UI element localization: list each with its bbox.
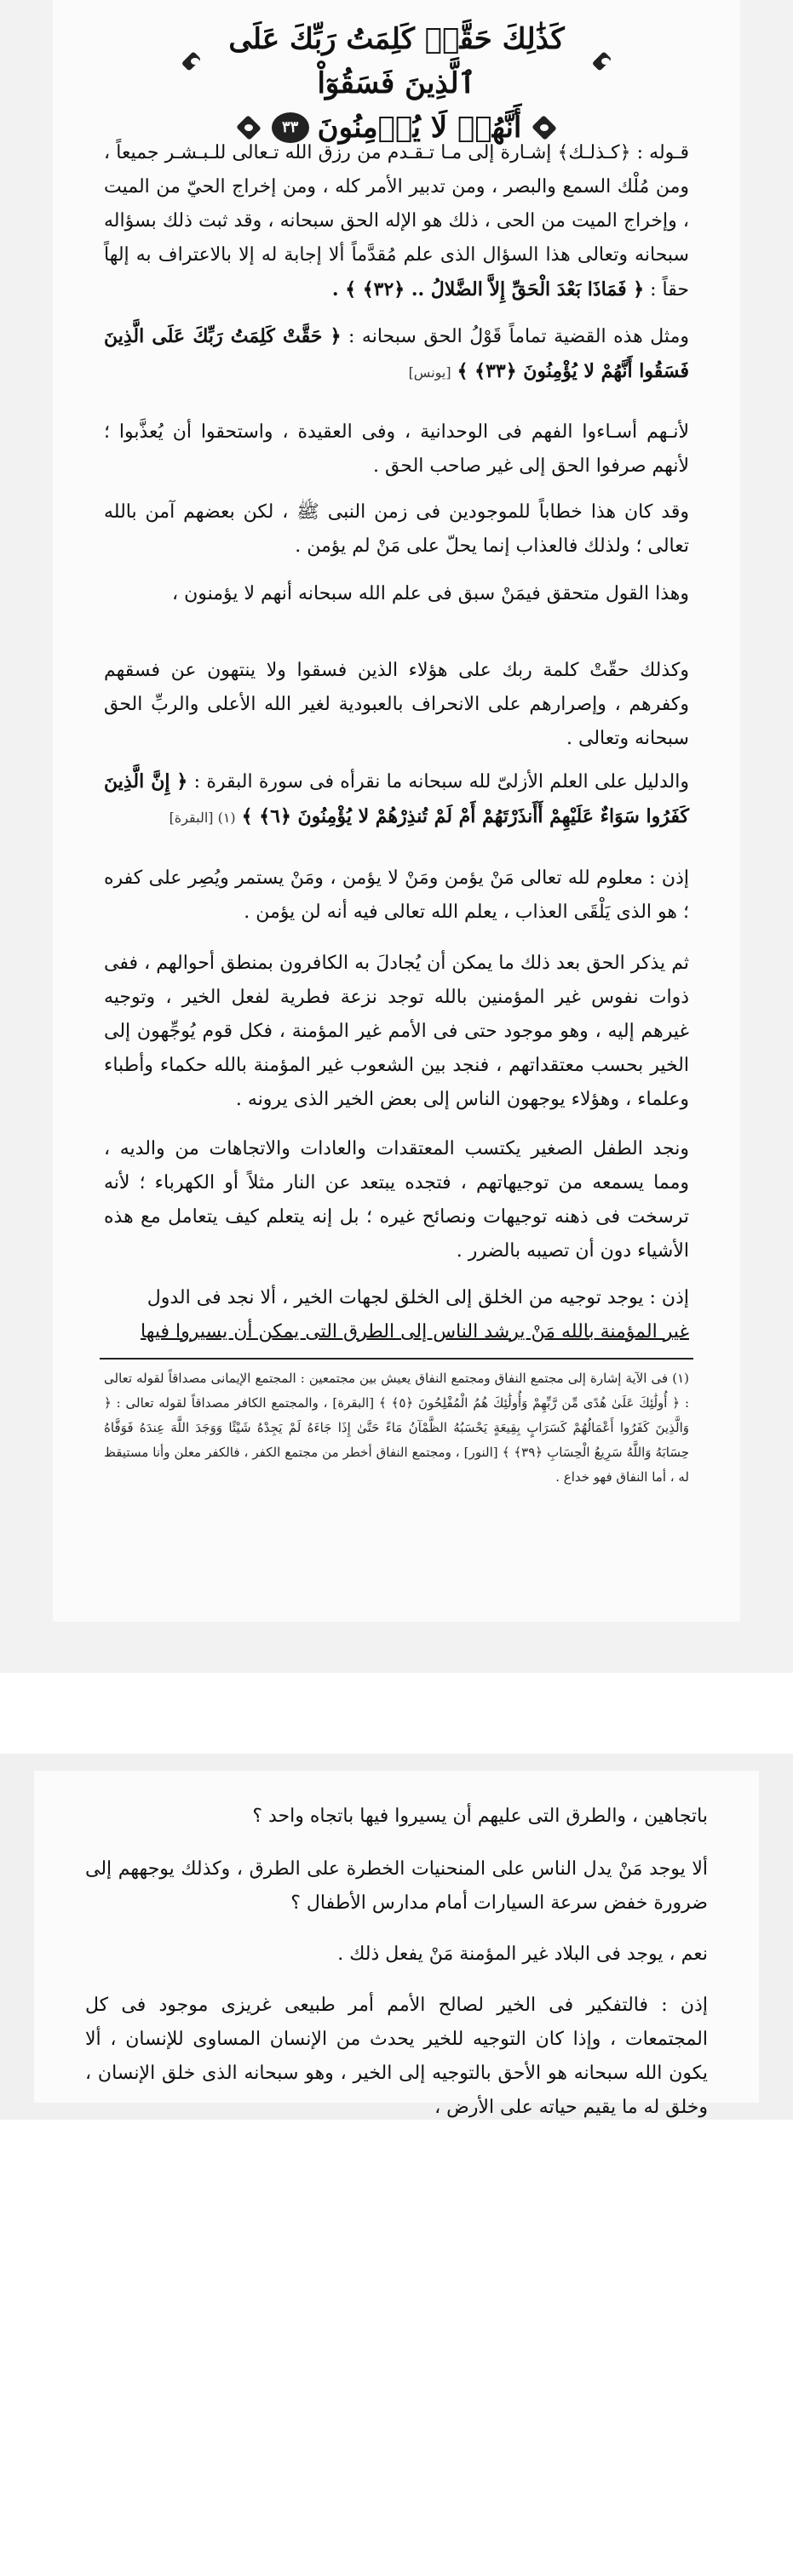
surah-tag: [يونس] [408,364,451,381]
paragraph-11-line-2: غير المؤمنة بالله مَنْ يرشد الناس إلى الطرق التى يمكن أن يسيروا فيها [141,1321,689,1342]
page-2-sheet [34,1771,759,2118]
paragraph-11-line-1: إذن : يوجد توجيه من الخلق إلى الخلق لجهات الخير ، ألا نجد فى الدول [147,1287,689,1308]
paragraph-7 [104,764,689,835]
paragraph-11 [104,1281,689,1349]
paragraph-2 [104,319,689,390]
verse-header [181,17,612,150]
paragraph-3: لأنـهم أسـاءوا الفهم فى الوحدانية ، وفى العقيدة ، واستحقوا أن يُعذَّبوا ؛ لأنهم صرفوا الحق إلى غير صاحب الحق . [104,421,689,477]
ayah-number-badge: ٣٣ [272,112,309,143]
paragraph-4: وقد كان هذا خطاباً للموجودين فى زمن النبى ﷺ ، لكن بعضهم آمن بالله تعالى ؛ ولذلك فالعذاب إنما يحلّ على مَنْ لم يؤمن . [104,501,689,557]
quran-quote: ﴿ إِنَّ الَّذِينَ كَفَرُوا سَوَاءٌ عَلَيْهِمْ أَأَنذَرْتَهُمْ أَمْ لَمْ تُنذِرْهُمْ لا يُؤْمِنُونَ ﴿٦﴾ ﴾ [104,770,689,827]
paragraph-5: وهذا القول متحقق فيمَنْ سبق فى علم الله سبحانه أنهم لا يؤمنون ، [171,583,689,604]
paragraph-p2-1: باتجاهين ، والطرق التى عليهم أن يسيروا فيها باتجاه واحد ؟ [252,1806,708,1827]
paragraph-7-text: والدليل على العلم الأزلىّ لله سبحانه ما نقرأه فى سورة البقرة : [193,771,689,793]
footnote: (١) فى الآية إشارة إلى مجتمع النفاق ومجتمع النفاق يعيش بين مجتمعين : المجتمع الإيمانى مصداقاً لقوله تعالى : ﴿ أُولَٰئِكَ عَلَىٰ هُدًى مِّن رَّبِّهِمْ وَأُولَٰئِكَ هُمُ الْمُفْلِحُونَ ﴿٥﴾ ﴾ [البقرة] ، والمجتمع الكافر مصداقاً لقوله تعالى : ﴿ وَالَّذِينَ كَفَرُوا أَعْمَالُهُمْ كَسَرَابٍ بِقِيعَةٍ يَحْسَبُهُ الظَّمْآنُ مَاءً حَتَّىٰ إِذَا جَاءَهُ لَمْ يَجِدْهُ شَيْئًا وَوَجَدَ اللَّهَ عِندَهُ فَوَفَّاهُ حِسَابَهُ وَاللَّهُ سَرِيعُ الْحِسَابِ ﴿٣٩﴾ ﴾ [النور] ، ومجتمع النفاق أخطر من مجتمع الكفر ، فالكفر معلن وأنا مستيقظ له ، أما النفاق فهو خداع . [104,1371,689,1485]
ornament-icon [181,50,202,72]
paragraph-10: ونجد الطفل الصغير يكتسب المعتقدات والعادات والاتجاهات من والديه ، ومما يسمعه من توجيهاتهم ، فتجده يبتعد عن النار مثلاً أو الكهرباء ؛ لأنه ترسخت فى ذهنه توجيهات ونصائح غيره ؛ بل إنه يتعلم كيف يتعامل مع هذه الأشياء دون أن تصيبه بالضرر . [104,1138,689,1262]
paragraph-1-text: قـوله : ﴿كـذلـك﴾ إشـارة إلى مـا تـقـدم من رزق الله تـعالى للـبـشـر جميعاً ، ومن مُلْك السمع والبصر ، ومن تدبير الأمر كله ، ومن إخراج الحيّ من الميت ، وإخراج الميت من الحى ، ذلك هو الإله الحق سبحانه ، وقد ثبت ذلك بسؤاله سبحانه وتعالى هذا السؤال الذى علم مُقدَّماً ألا إجابة له إلا بالاعتراف به إلهاً حقاً : [104,142,689,301]
paragraph-p2-3: نعم ، يوجد فى البلاد غير المؤمنة مَنْ يفعل ذلك . [337,1943,708,1965]
page-1-sheet [53,0,740,1622]
quran-quote: ﴿ فَمَاذَا بَعْدَ الْحَقِّ إِلاَّ الضَّلالُ .. ﴿٣٢﴾ ﴾ . [331,278,645,301]
paragraph-2-text: ومثل هذه القضية تماماً قَوْلُ الحق سبحانه : [348,326,689,347]
paragraph-8: إذن : معلوم لله تعالى مَنْ يؤمن ومَنْ لا يؤمن ، ومَنْ يستمر ويُصِر على كفره ؛ هو الذى يَلْقَى العذاب ، يعلم الله تعالى فيه أنه لن يؤمن . [104,867,689,923]
paragraph-p2-2: ألا يوجد مَنْ يدل الناس على المنحنيات الخطرة على الطرق ، وكذلك يوجههم إلى ضرورة خفض سرعة السيارات أمام مدارس الأطفال ؟ [85,1858,708,1914]
quran-quote: ﴿ حَقَّتْ كَلِمَتُ رَبِّكَ عَلَى الَّذِينَ فَسَقُوا أَنَّهُمْ لا يُؤْمِنُونَ ﴿٣٣﴾ ﴾ [104,325,689,382]
footnote-divider [100,1358,693,1360]
verse-text-2: أَنَّهُمۡ لَا يُؤۡمِنُونَ [317,111,522,145]
paragraph-1 [104,136,689,307]
surah-tag: (١) [البقرة] [169,810,236,826]
verse-text-1: كَذَٰلِكَ حَقَّتۡ كَلِمَتُ رَبِّكَ عَلَى ٱلَّذِينَ فَسَقُوٓاْ [228,22,565,100]
page-2 [0,1754,793,2120]
verse-line-1 [181,17,612,106]
ornament-icon [591,50,612,72]
paragraph-9: ثم يذكر الحق بعد ذلك ما يمكن أن يُجادلَ به الكافرون بمنطق أحوالهم ، ففى ذوات نفوس غير المؤمنين بالله توجد نزعة فطرية لفعل الخير ، وتوجيه غيرهم إليه ، وهو موجود حتى فى الأمم غير المؤمنة ، فكل قوم يُوجِّهون إلى الخير بحسب معتقداتهم ، فنجد بين الشعوب غير المؤمنة بالله حكماء وأطباء وعلماء ، وهؤلاء يوجهون الناس إلى بعض الخير الذى يرونه . [104,953,689,1110]
paragraph-6: وكذلك حقّتْ كلمة ربك على هؤلاء الذين فسقوا ولا ينتهون عن فسقهم وكفرهم ، وإصرارهم على الانحراف بالعبودية لغير الله الأعلى والربِّ الحق سبحانه وتعالى . [104,660,689,749]
paragraph-p2-4: إذن : فالتفكير فى الخير لصالح الأمم أمر طبيعى غريزى موجود فى كل المجتمعات ، وإذا كان التوجيه للخير يحدث من الإنسان المساوى للإنسان ، ألا يكون الله سبحانه هو الأحق بالتوجيه إلى الخير ، وهو سبحانه الذى خلق الإنسان ، وخلق له ما يقيم حياته على الأرض ، [85,1995,708,2118]
